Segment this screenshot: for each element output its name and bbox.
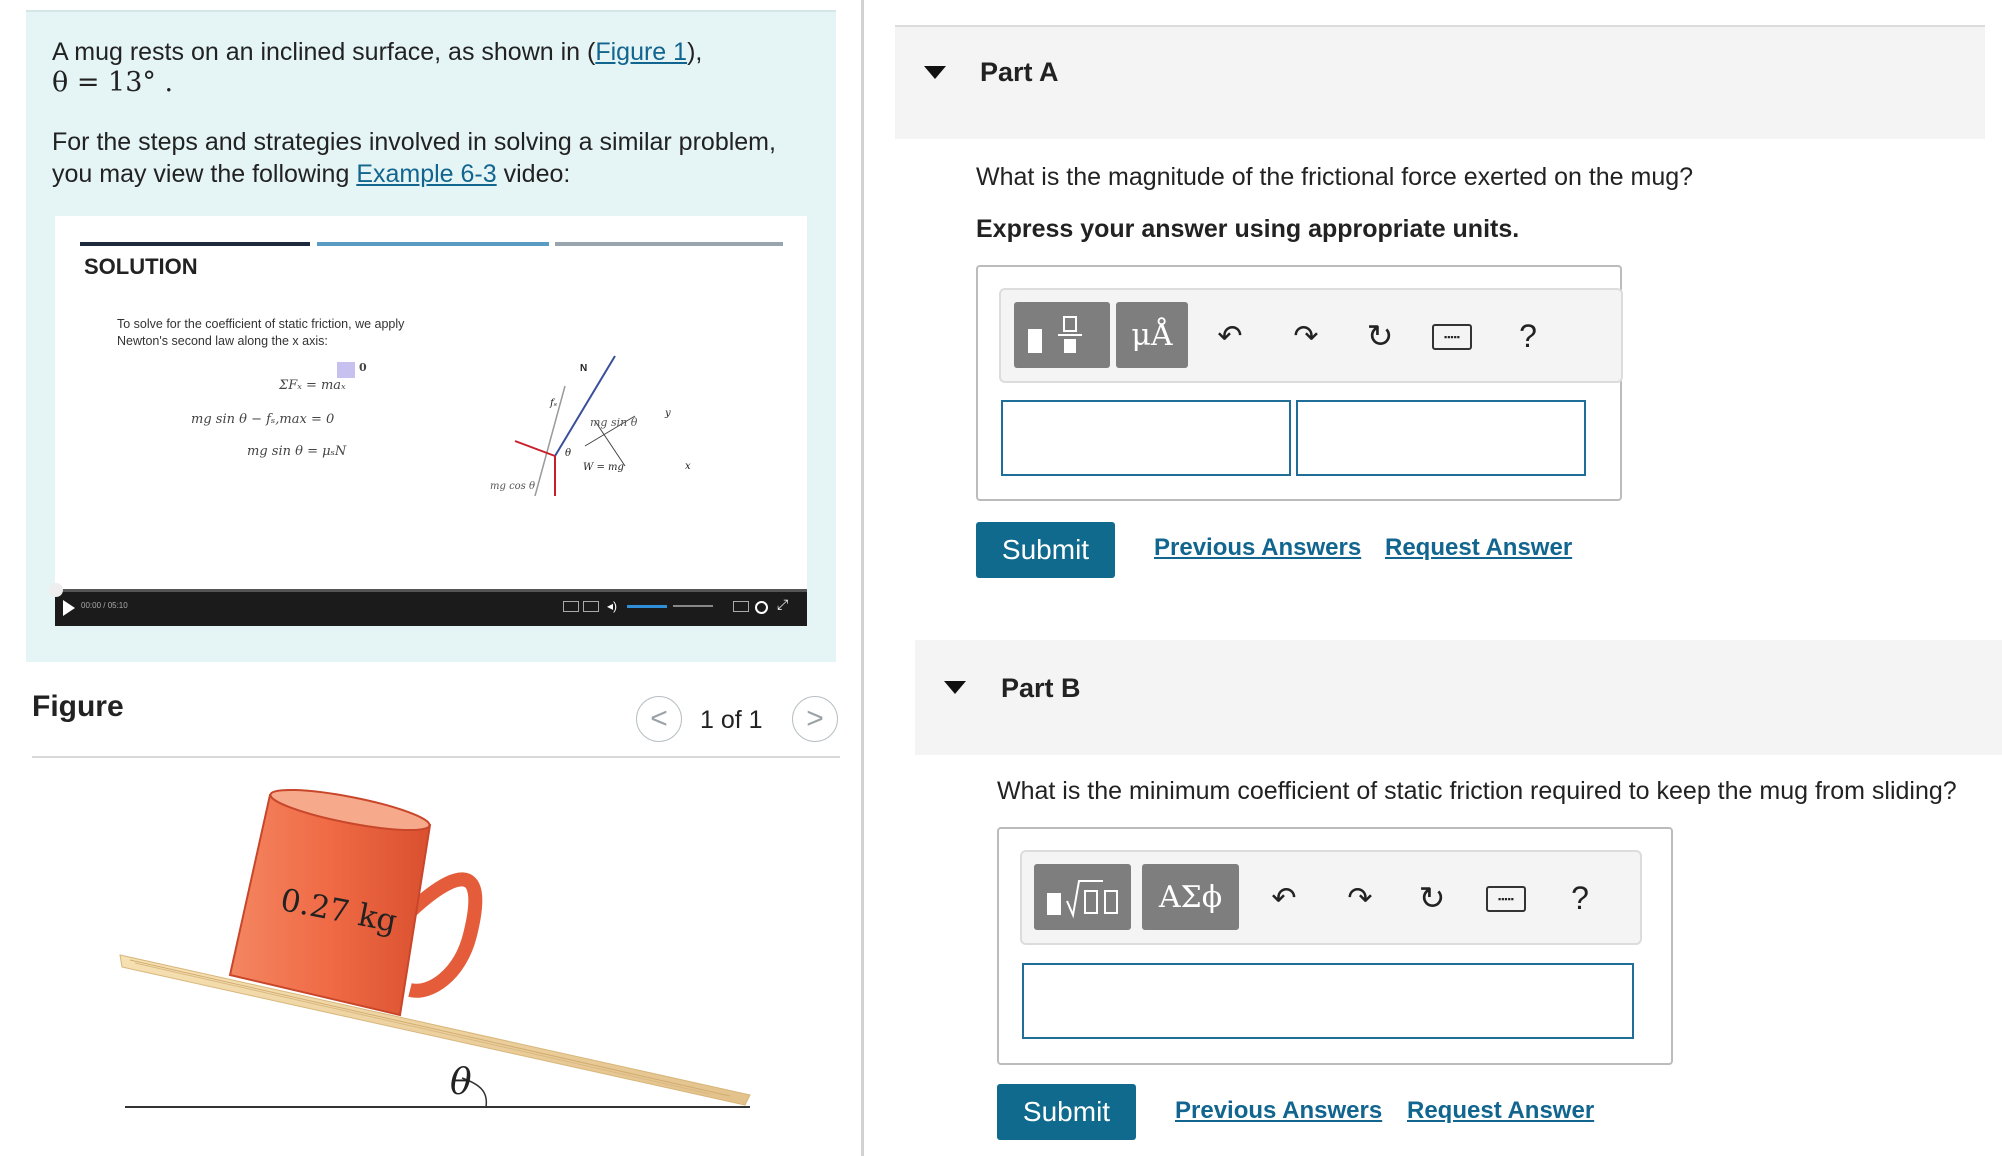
example-video-link[interactable]: Example 6-3 [356, 160, 497, 188]
fullscreen-icon[interactable]: ⤢ [777, 596, 789, 612]
template-button[interactable] [1014, 302, 1110, 368]
part-a-previous-answers-link[interactable]: Previous Answers [1154, 534, 1362, 561]
example-prefix: you may view the following [52, 160, 357, 188]
video-control-bar [55, 589, 807, 626]
video-heading: SOLUTION [84, 254, 198, 279]
figure-title: Figure [32, 690, 124, 723]
part-a-request-answer-link[interactable]: Request Answer [1385, 534, 1573, 561]
fbd-weight-label: W = mg [583, 462, 624, 473]
part-a-question: What is the magnitude of the frictional force exerted on the mug? [976, 163, 1694, 191]
video-eq-zero: 0 [359, 361, 367, 374]
part-b-title: Part B [1001, 673, 1081, 703]
example-line-2 [52, 158, 570, 190]
example-suffix: video: [496, 160, 571, 188]
undo-icon[interactable]: ↶ [1271, 881, 1297, 915]
video-rule-2 [317, 242, 549, 246]
part-b-question: What is the minimum coefficient of static friction required to keep the mug from sliding? [997, 777, 1957, 805]
example-line-1: For the steps and strategies involved in solving a similar problem, [52, 128, 776, 156]
part-b-request-answer-link[interactable]: Request Answer [1407, 1097, 1595, 1124]
captions-icon[interactable] [733, 601, 749, 612]
redo-icon[interactable]: ↷ [1293, 319, 1319, 353]
help-button[interactable]: ? [1519, 317, 1537, 354]
video-text-line-1: To solve for the coefficient of static friction, we apply [117, 317, 405, 331]
keyboard-icon[interactable]: ▪▪▪▪▪ [1486, 886, 1526, 912]
video-progress-track[interactable] [55, 589, 807, 592]
value-input[interactable] [1001, 400, 1291, 476]
fbd-mgsin-label: mg sin θ [590, 416, 638, 429]
theta-value: θ = 13° . [52, 67, 174, 98]
reset-icon[interactable]: ↻ [1418, 880, 1446, 916]
info-icon[interactable] [563, 601, 579, 612]
intro-text: A mug rests on an inclined surface, as shown in ( [52, 38, 596, 66]
fbd-theta-label: θ [565, 448, 572, 459]
chevron-right-icon: > [806, 702, 824, 735]
greek-symbols-button[interactable]: ΑΣϕ [1142, 864, 1239, 930]
fbd-n-label: N [580, 363, 588, 374]
video-rule-3 [555, 242, 783, 246]
reset-icon[interactable]: ↻ [1366, 318, 1394, 354]
fbd-y-label: y [665, 408, 671, 419]
intro-after: ), [687, 38, 703, 66]
example-video-player[interactable] [55, 216, 807, 626]
prev-figure-button[interactable] [636, 696, 682, 742]
figure-divider [32, 756, 840, 758]
units-button[interactable]: μÅ [1116, 302, 1188, 368]
template-button[interactable] [1034, 864, 1131, 930]
column-divider [861, 0, 864, 1156]
figure-link[interactable]: Figure 1 [595, 38, 688, 66]
part-b-previous-answers-link[interactable]: Previous Answers [1175, 1097, 1383, 1124]
volume-slider[interactable] [627, 605, 667, 608]
mug-incline-figure [110, 785, 760, 1115]
figure-pager: 1 of 1 [700, 706, 763, 734]
next-figure-button[interactable] [792, 696, 838, 742]
speed-slider[interactable] [673, 605, 713, 607]
help-button[interactable]: ? [1571, 879, 1589, 916]
fbd-x-label: x [685, 461, 691, 472]
video-scrubber[interactable] [49, 583, 63, 597]
part-a-instruction: Express your answer using appropriate units. [976, 215, 1520, 243]
keyboard-icon[interactable]: ▪▪▪▪▪ [1432, 324, 1472, 350]
transcript-icon[interactable] [583, 601, 599, 612]
video-eq-1: ΣFₓ = maₓ [279, 378, 346, 393]
collapse-triangle-icon[interactable] [944, 681, 966, 694]
fraction-template-icon [1024, 309, 1100, 361]
undo-icon[interactable]: ↶ [1217, 319, 1243, 353]
fbd-mgcos-label: mg cos θ [490, 481, 536, 492]
video-eq-2: mg sin θ − fₛ,max = 0 [191, 412, 335, 427]
volume-icon[interactable]: ◂) [607, 599, 618, 613]
settings-icon[interactable] [755, 601, 768, 614]
video-time: 00:00 / 05:10 [81, 601, 128, 610]
coefficient-input[interactable] [1022, 963, 1634, 1039]
video-highlight [337, 362, 355, 378]
video-text-line-2: Newton's second law along the x axis: [117, 334, 328, 348]
play-icon[interactable] [63, 600, 75, 616]
part-a-title: Part A [980, 57, 1059, 87]
collapse-triangle-icon[interactable] [924, 66, 946, 79]
redo-icon[interactable]: ↷ [1347, 881, 1373, 915]
units-input[interactable] [1296, 400, 1586, 476]
angle-label: θ [450, 1062, 472, 1103]
part-b-submit-button[interactable]: Submit [997, 1084, 1136, 1140]
video-rule-1 [80, 242, 310, 246]
radical-template-icon [1043, 871, 1123, 923]
chevron-left-icon: < [650, 702, 668, 735]
video-text [117, 316, 404, 350]
video-eq-3: mg sin θ = μₛN [247, 444, 347, 459]
problem-intro [52, 36, 702, 68]
mug-mass-label: 0.27 kg [277, 882, 400, 940]
fbd-f-label: fₛ [550, 398, 558, 409]
part-a-submit-button[interactable]: Submit [976, 522, 1115, 578]
